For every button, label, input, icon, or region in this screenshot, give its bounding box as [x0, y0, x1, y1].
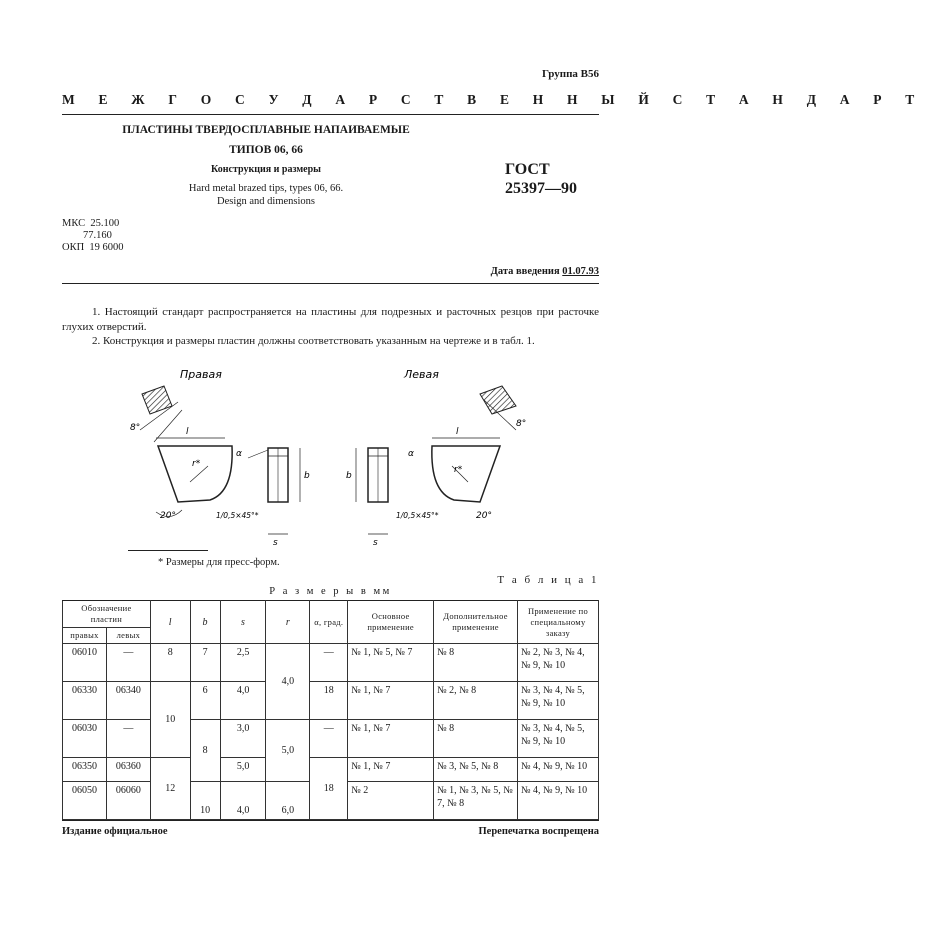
footer-reprint-prohibited: Перепечатка воспрещена: [478, 826, 599, 837]
right-tip-label: Правая: [180, 368, 222, 381]
cell-main: № 2: [348, 782, 434, 820]
cell-l: 10: [150, 682, 190, 758]
cell-alpha: 18: [310, 758, 348, 820]
th-designation: Обозначение пластин: [63, 601, 151, 628]
cell-extra: № 8: [434, 644, 518, 682]
left-dim-alpha: α: [408, 449, 414, 459]
cell-right: 06350: [63, 758, 107, 782]
cell-extra: № 8: [434, 720, 518, 758]
left-tip-section: [480, 386, 516, 414]
cell-s: 4,0: [220, 682, 266, 720]
left-dim-l: l: [456, 427, 459, 437]
table-caption: Т а б л и ц а 1: [497, 574, 599, 586]
th-b: b: [190, 601, 220, 644]
cell-extra: № 1, № 3, № 5, № 7, № 8: [434, 782, 518, 820]
cell-special: № 3, № 4, № 5, № 9, № 10: [518, 682, 599, 720]
cell-special: № 4, № 9, № 10: [518, 758, 599, 782]
th-main: Основное применение: [348, 601, 434, 644]
right-dim-b: b: [304, 471, 310, 481]
table-row: [63, 758, 599, 782]
footer-rule: [62, 820, 599, 821]
cell-main: № 1, № 7: [348, 758, 434, 782]
cell-special: № 3, № 4, № 5, № 9, № 10: [518, 720, 599, 758]
cell-special: № 2, № 3, № 4, № 9, № 10: [518, 644, 599, 682]
th-alpha: α, град.: [310, 601, 348, 644]
cell-s: 4,0: [220, 782, 266, 820]
left-dim-b: b: [346, 471, 352, 481]
th-left: левых: [106, 628, 150, 644]
interstate-standard-heading: М Е Ж Г О С У Д А Р С Т В Е Н Н Ы Й С Т А Н Д А Р Т: [62, 92, 925, 107]
left-angle-8: 8°: [516, 419, 527, 429]
introduction-date-label: Дата введения: [490, 266, 563, 277]
cell-special: № 4, № 9, № 10: [518, 782, 599, 820]
gost-number: 25397—90: [505, 180, 577, 197]
left-tip-outline: [432, 446, 500, 502]
right-tip-outline: [158, 446, 232, 502]
tip-drawing: [120, 362, 540, 550]
table-row: [63, 644, 599, 682]
th-r: r: [266, 601, 310, 644]
th-right: правых: [63, 628, 107, 644]
cell-main: № 1, № 7: [348, 682, 434, 720]
cell-left: 06340: [106, 682, 150, 720]
cell-b: 10: [190, 782, 220, 820]
th-special: Применение по специальному заказу: [518, 601, 599, 644]
cell-r: 6,0: [266, 782, 310, 820]
mks-code-2: 77.160: [62, 230, 112, 241]
cell-b: 7: [190, 644, 220, 682]
right-angle-8: 8°: [130, 423, 141, 433]
doc-title-line1: ПЛАСТИНЫ ТВЕРДОСПЛАВНЫЕ НАПАИВАЕМЫЕ: [122, 124, 410, 136]
left-dim-s: s: [373, 538, 378, 548]
doc-title-line2: ТИПОВ 06, 66: [229, 144, 303, 156]
cell-r: 4,0: [266, 644, 310, 720]
cell-b: 6: [190, 682, 220, 720]
cell-l: 12: [150, 758, 190, 820]
mks-code-1: МКС 25.100: [62, 218, 120, 229]
right-chamfer: 1/0,5×45°*: [216, 511, 259, 520]
gost-label: ГОСТ: [505, 161, 550, 178]
doc-subtitle: Конструкция и размеры: [211, 164, 321, 175]
group-code: Группа В56: [541, 68, 599, 80]
cell-r: 5,0: [266, 720, 310, 782]
cell-extra: № 2, № 8: [434, 682, 518, 720]
left-tip-label: Левая: [404, 368, 439, 381]
dimensions-table: [62, 600, 599, 820]
cell-s: 2,5: [220, 644, 266, 682]
classification-codes: [62, 218, 124, 254]
paragraph-2: 2. Конструкция и размеры пластин должны соответствовать указанным на чертеже и в табл. 1.: [92, 335, 535, 347]
english-title-line1: Hard metal brazed tips, types 06, 66.: [188, 183, 344, 194]
cell-left: 06060: [106, 782, 150, 820]
cell-right: 06330: [63, 682, 107, 720]
right-dim-l: l: [186, 427, 189, 437]
introduction-date: [491, 266, 599, 277]
th-extra: Дополнительное применение: [434, 601, 518, 644]
left-dim-r: r*: [454, 465, 463, 475]
footnote-rule: [128, 550, 208, 551]
cell-left: —: [106, 720, 150, 758]
right-dim-s: s: [273, 538, 278, 548]
cell-left: —: [106, 644, 150, 682]
right-dim-alpha: α: [236, 449, 242, 459]
header-rule: [62, 114, 599, 115]
cell-s: 3,0: [220, 720, 266, 758]
footnote: * Размеры для пресс-форм.: [158, 557, 280, 568]
cell-l: 8: [150, 644, 190, 682]
right-dim-r: r*: [192, 459, 201, 469]
cell-right: 06030: [63, 720, 107, 758]
cell-main: № 1, № 5, № 7: [348, 644, 434, 682]
th-s: s: [220, 601, 266, 644]
okp-code: ОКП 19 6000: [62, 242, 124, 253]
introduction-date-value: 01.07.93: [562, 266, 599, 277]
left-chamfer: 1/0,5×45°*: [396, 511, 439, 520]
left-angle-20: 20°: [476, 511, 492, 521]
cell-extra: № 3, № 5, № 8: [434, 758, 518, 782]
intro-rule: [62, 283, 599, 284]
dimensions-caption: Р а з м е р ы в мм: [269, 586, 392, 597]
cell-alpha: 18: [310, 682, 348, 720]
cell-b: 8: [190, 720, 220, 782]
cell-right: 06050: [63, 782, 107, 820]
th-l: l: [150, 601, 190, 644]
footer-official-edition: Издание официальное: [62, 826, 168, 837]
cell-alpha: —: [310, 720, 348, 758]
cell-main: № 1, № 7: [348, 720, 434, 758]
table-row: [63, 682, 599, 720]
cell-alpha: —: [310, 644, 348, 682]
cell-left: 06360: [106, 758, 150, 782]
table-row: [63, 720, 599, 758]
right-angle-20: 20°: [160, 511, 176, 521]
paragraph-1: 1. Настоящий стандарт распространяется на пластины для подрезных и расточных резцов при расточке глухих отверстий.: [62, 306, 599, 333]
english-title-line2: Design and dimensions: [217, 196, 315, 207]
cell-right: 06010: [63, 644, 107, 682]
gost-number-block: [505, 160, 577, 198]
cell-s: 5,0: [220, 758, 266, 782]
